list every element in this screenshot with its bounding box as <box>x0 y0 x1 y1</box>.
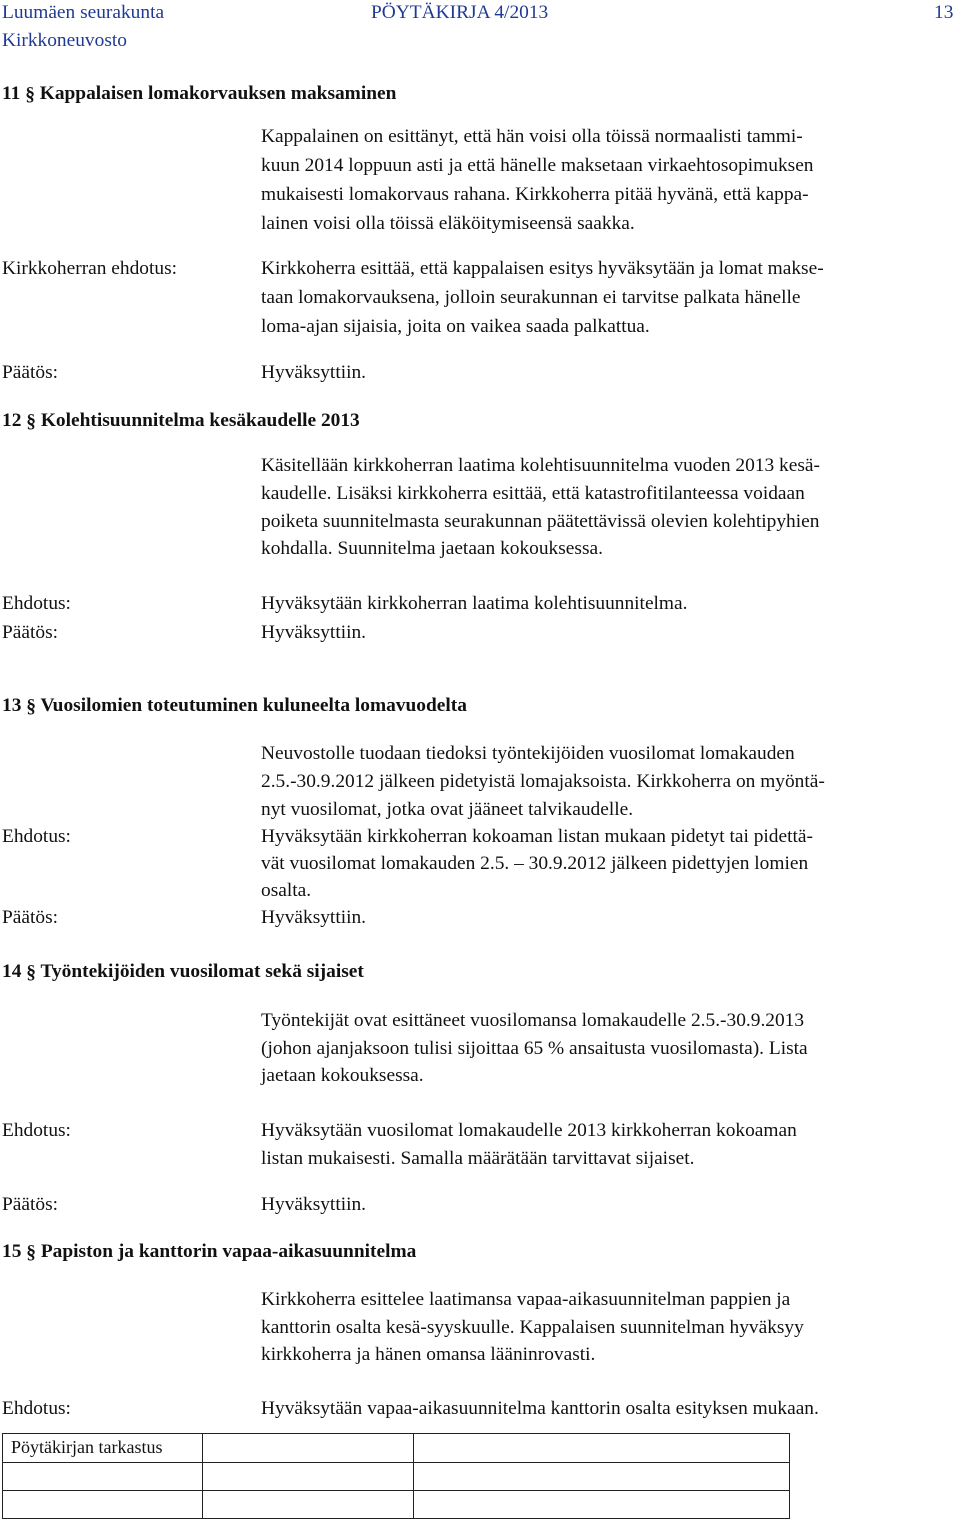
section-11-decision: Hyväksyttiin. <box>261 362 367 383</box>
section-15-intro-line: Kirkkoherra esittelee laatimansa vapaa-aikasuunnitelman pappien ja <box>261 1289 791 1310</box>
section-14-intro-line: Työntekijät ovat esittäneet vuosilomansa lomakaudelle 2.5.-30.9.2013 <box>261 1010 805 1031</box>
section-11-proposal-label: Kirkkoherran ehdotus: <box>2 258 178 279</box>
section-12-proposal-label: Ehdotus: <box>2 593 71 614</box>
section-12-intro-line: kohdalla. Suunnitelma jaetaan kokouksessa. <box>261 538 603 559</box>
section-15-heading <box>2 1241 416 1263</box>
table-column-divider <box>202 1434 203 1518</box>
section-14-proposal-line: Hyväksytään vuosilomat lomakaudelle 2013 kirkkoherran kokoaman <box>261 1120 797 1141</box>
section-13-proposal-line: osalta. <box>261 880 312 901</box>
table-column-divider <box>413 1434 414 1518</box>
section-11-decision-label: Päätös: <box>2 362 59 383</box>
section-symbol: § <box>26 1242 36 1263</box>
section-symbol: § <box>26 696 36 717</box>
section-14-intro-line: (johon ajanjaksoon tulisi sijoittaa 65 % ansaitusta vuosilomasta). Lista <box>261 1038 808 1059</box>
section-12-intro-line: kaudelle. Lisäksi kirkkoherra esittää, että katastrofitilanteessa voidaan <box>261 483 805 504</box>
section-11-intro-line: kuun 2014 loppuun asti ja että hänelle maksetaan virkaehtosopimuksen <box>261 155 814 176</box>
section-15-proposal-label: Ehdotus: <box>2 1398 71 1419</box>
section-12-decision-label: Päätös: <box>2 622 59 643</box>
section-12-proposal: Hyväksytään kirkkoherran laatima kolehtisuunnitelma. <box>261 593 688 614</box>
review-table <box>2 1433 790 1519</box>
section-13-proposal-line: vät vuosilomat lomakauden 2.5. – 30.9.2012 jälkeen pidettyjen lomien <box>261 853 809 874</box>
section-15-intro-line: kanttorin osalta kesä-syyskuulle. Kappalaisen suunnitelman hyväksyy <box>261 1317 804 1338</box>
header-org: Luumäen seurakunta <box>2 2 165 23</box>
section-title: Kappalaisen lomakorvauksen maksaminen <box>39 83 397 104</box>
section-11-proposal-line: loma-ajan sijaisia, joita on vaikea saada palkattua. <box>261 316 650 337</box>
section-13-decision: Hyväksyttiin. <box>261 907 367 928</box>
section-13-intro-line: nyt vuosilomat, jotka ovat jääneet talvikaudelle. <box>261 799 634 820</box>
section-12-heading <box>2 410 360 432</box>
review-table-label: Pöytäkirjan tarkastus <box>11 1437 163 1457</box>
section-number: 13 <box>2 695 22 716</box>
section-14-decision: Hyväksyttiin. <box>261 1194 367 1215</box>
section-11-intro-line: Kappalainen on esittänyt, että hän voisi olla töissä normaalisti tammi- <box>261 126 803 147</box>
section-13-intro-line: Neuvostolle tuodaan tiedoksi työntekijöiden vuosilomat lomakauden <box>261 743 795 764</box>
table-row-divider <box>3 1490 789 1491</box>
section-13-decision-label: Päätös: <box>2 907 59 928</box>
section-symbol: § <box>26 962 36 983</box>
section-number: 14 <box>2 961 22 982</box>
section-symbol: § <box>25 84 35 105</box>
section-11-proposal-line: Kirkkoherra esittää, että kappalaisen esitys hyväksytään ja lomat makse- <box>261 258 824 279</box>
section-11-intro-line: mukaisesti lomakorvaus rahana. Kirkkoherra pitää hyvänä, että kappa- <box>261 184 809 205</box>
section-13-heading <box>2 695 467 717</box>
section-13-intro-line: 2.5.-30.9.2012 jälkeen pidetyistä lomajaksoista. Kirkkoherra on myöntä- <box>261 771 825 792</box>
section-11-proposal-line: taan lomakorvauksena, jolloin seurakunnan ei tarvitse palkata hänelle <box>261 287 801 308</box>
section-13-proposal-label: Ehdotus: <box>2 826 71 847</box>
section-12-decision: Hyväksyttiin. <box>261 622 367 643</box>
section-12-intro-line: poiketa suunnitelmasta seurakunnan päätettävissä olevien kolehtipyhien <box>261 511 820 532</box>
section-12-intro-line: Käsitellään kirkkoherran laatima kolehtisuunnitelma vuoden 2013 kesä- <box>261 455 820 476</box>
section-symbol: § <box>26 411 36 432</box>
section-15-intro-line: kirkkoherra ja hänen omansa lääninrovasti. <box>261 1344 596 1365</box>
header-body: Kirkkoneuvosto <box>2 30 127 51</box>
section-title: Kolehtisuunnitelma kesäkaudelle 2013 <box>40 410 360 431</box>
section-14-proposal-label: Ehdotus: <box>2 1120 71 1141</box>
section-number: 15 <box>2 1241 22 1262</box>
section-14-decision-label: Päätös: <box>2 1194 59 1215</box>
section-14-heading <box>2 961 364 983</box>
section-15-proposal: Hyväksytään vapaa-aikasuunnitelma kanttorin osalta esityksen mukaan. <box>261 1398 819 1419</box>
section-title: Vuosilomien toteutuminen kuluneelta lomavuodelta <box>40 695 467 716</box>
section-number: 12 <box>2 410 22 431</box>
section-14-intro-line: jaetaan kokouksessa. <box>261 1065 424 1086</box>
section-11-heading <box>2 83 396 105</box>
section-title: Papiston ja kanttorin vapaa-aikasuunnitelma <box>40 1241 417 1262</box>
section-number: 11 <box>2 83 21 104</box>
header-page-number: 13 <box>934 2 954 23</box>
section-13-proposal-line: Hyväksytään kirkkoherran kokoaman listan mukaan pidetyt tai pidettä- <box>261 826 813 847</box>
header-doc-title: PÖYTÄKIRJA 4/2013 <box>371 2 549 23</box>
section-14-proposal-line: listan mukaisesti. Samalla määrätään tarvittavat sijaiset. <box>261 1148 695 1169</box>
section-title: Työntekijöiden vuosilomat sekä sijaiset <box>40 961 364 982</box>
section-11-intro-line: lainen voisi olla töissä eläköitymiseensä saakka. <box>261 213 635 234</box>
